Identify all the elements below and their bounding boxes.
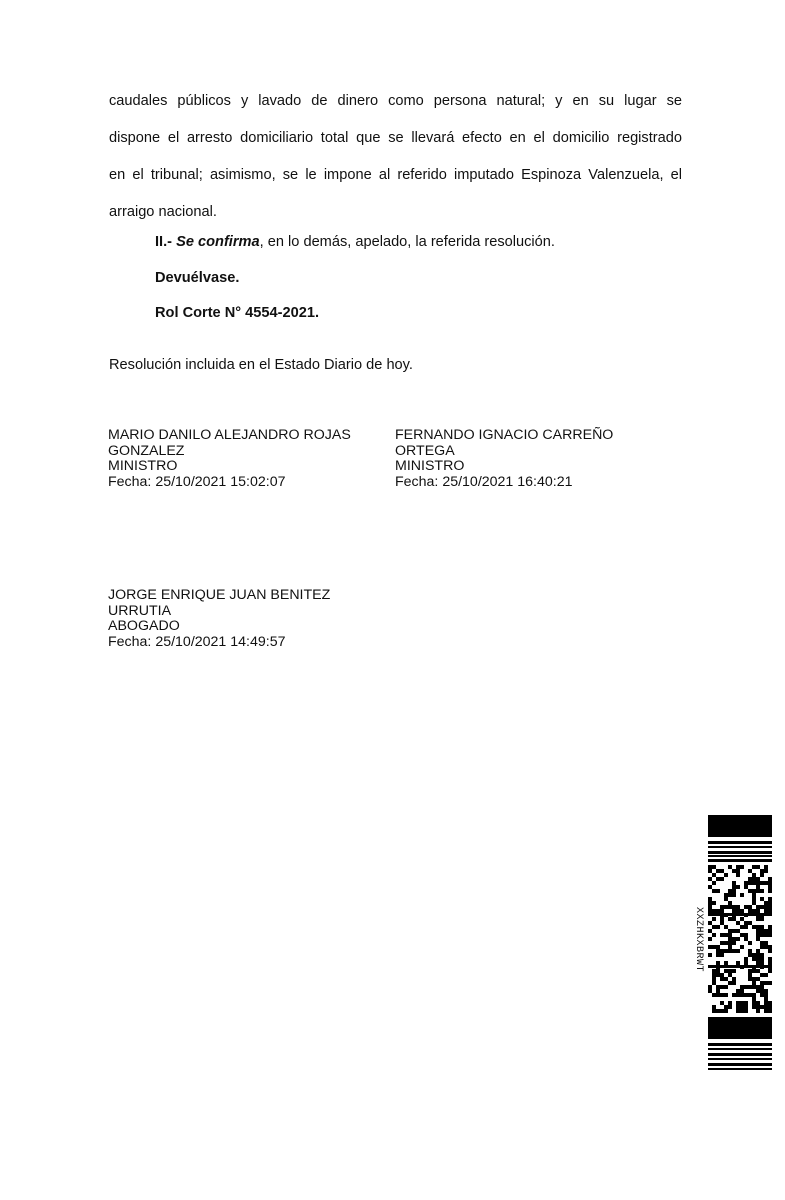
signature-date: Fecha: 25/10/2021 14:49:57 — [108, 633, 286, 650]
signer-name: FERNANDO IGNACIO CARREÑO — [395, 427, 614, 443]
paragraph-line: arraigo nacional. — [109, 204, 217, 220]
signer-name: GONZALEZ — [108, 442, 185, 459]
paragraph-line: caudales públicos y lavado de dinero como persona natural; y en su lugar se — [109, 93, 682, 109]
signer-role: MINISTRO — [395, 458, 465, 474]
barcode-image — [708, 815, 772, 1073]
item-ii-emphasis: Se confirma — [176, 234, 260, 250]
rol-corte-line: Rol Corte N° 4554-2021. — [155, 305, 320, 321]
signature-date: Fecha: 25/10/2021 16:40:21 — [395, 473, 573, 490]
verification-code: XXZHKXBRWT — [693, 907, 704, 973]
signer-role: MINISTRO — [108, 458, 178, 474]
signature-date: Fecha: 25/10/2021 15:02:07 — [108, 473, 286, 490]
signature-block — [108, 588, 330, 650]
item-ii — [155, 234, 555, 250]
paragraph-line: en el tribunal; asimismo, se le impone al referido imputado Espinoza Valenzuela, el — [109, 167, 682, 183]
resolution-paragraph — [109, 83, 682, 231]
signature-block — [395, 428, 613, 490]
resolution-note: Resolución incluida en el Estado Diario de hoy. — [109, 357, 413, 373]
item-ii-text: , en lo demás, apelado, la referida resolución. — [259, 234, 555, 250]
signature-block — [108, 428, 351, 490]
signer-name: URRUTIA — [108, 602, 172, 619]
devuelvase-line: Devuélvase. — [155, 270, 240, 286]
item-ii-prefix: II.- — [155, 234, 177, 250]
signer-role: ABOGADO — [108, 618, 180, 634]
signer-name: JORGE ENRIQUE JUAN BENITEZ — [108, 587, 331, 603]
paragraph-line: dispone el arresto domiciliario total que se llevará efecto en el domicilio registrado — [109, 130, 682, 146]
signer-name: MARIO DANILO ALEJANDRO ROJAS — [108, 427, 351, 443]
signer-name: ORTEGA — [395, 442, 455, 459]
